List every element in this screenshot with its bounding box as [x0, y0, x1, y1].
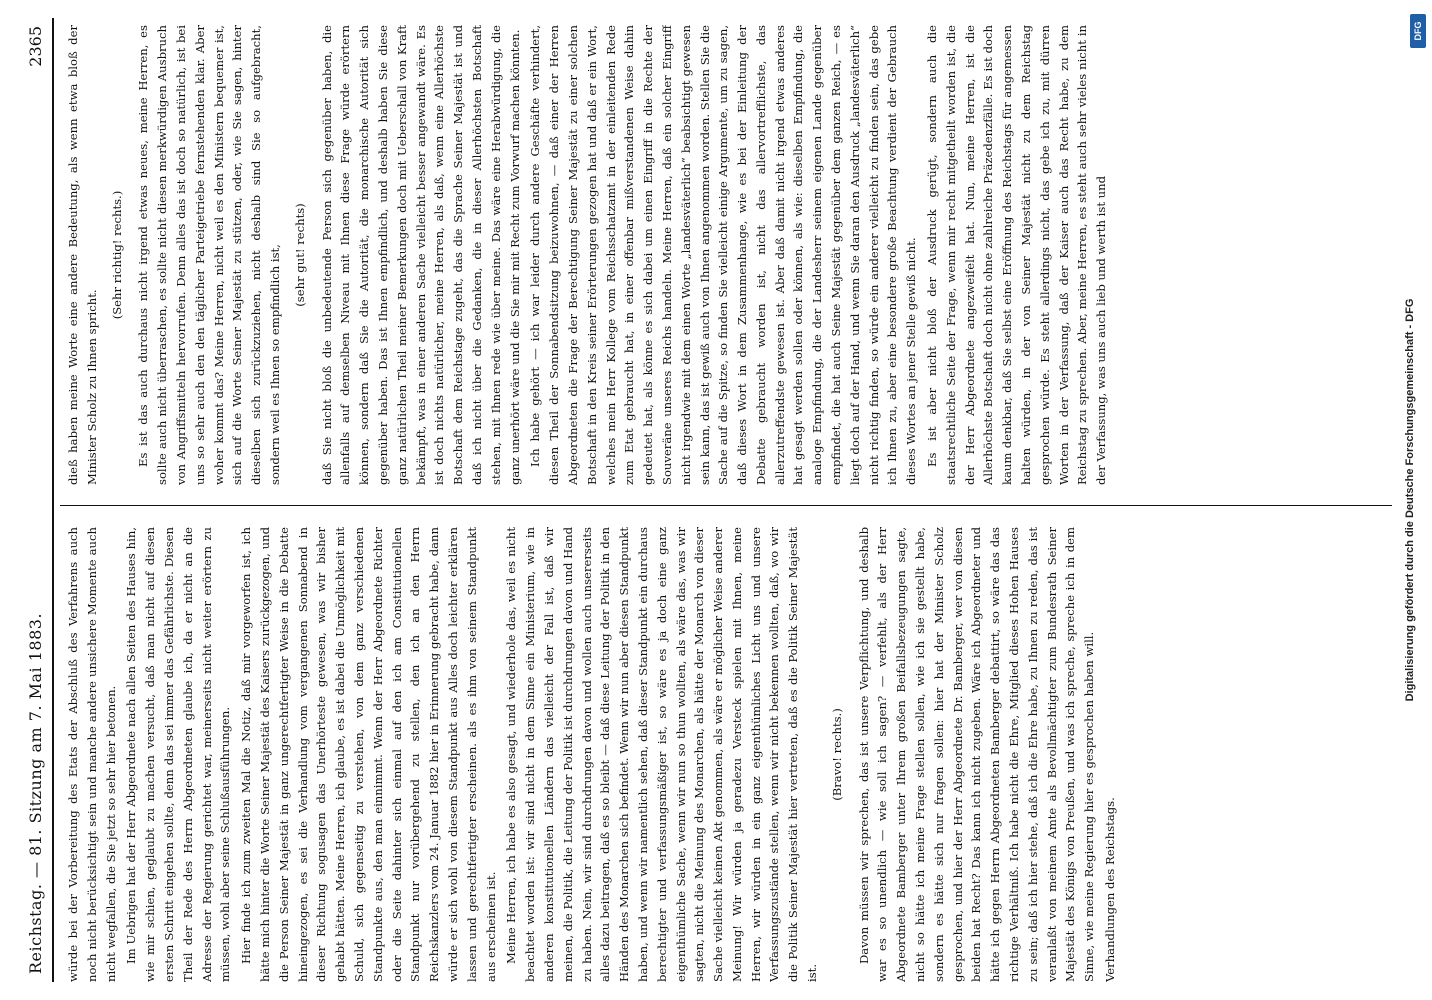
left-column — [64, 527, 1392, 982]
dfg-logo-text: DFG — [1413, 21, 1423, 41]
header-title: Reichstag. — 81. Sitzung am 7. Mai 1883. — [26, 612, 45, 974]
paragraph: Ich habe gehört — ich war leider durch andere Geschäfte verhindert, diesen Theil der Sonnabendsitzung beizuwohnen, — daß einer der Herren Abgeordneten die Frage der Berechtigung Seiner Majestät zu einer solchen Botschaft in den Kreis seiner Erörterungen gezogen hat und daß er ein Wort, welches mein Herr Kollege vom Reichsschatzamt in der einleitenden Rede zum Etat gebraucht hat, in einer offenbar mißverstandenen Weise dahin gedeutet hat, als könne es sich dabei um einen Eingriff in die Rechte der Souveräne unseres Reichs handeln. Meine Herren, daß ein solcher Eingriff nicht irgendwie mit dem einen Worte „landesväterlich“ beabsichtigt gewesen sein kann, das ist gewiß auch von Ihnen angenommen worden. Stellen Sie die Sache auf die Spitze, so finden Sie vielleicht einige Argumente, um zu sagen, daß dieses Wort in dem Zusammenhange, wie es bei der Einleitung der Debatte gebraucht worden ist, nicht das allervortrefflichste, das allerzutreffendste gewesen ist. Aber daß damit nicht irgend etwas anderes hat gesagt werden sollen oder können, als wie: dieselben Empfindung, die analoge Empfindung, die der Landesherr seinem eigenen Lande gegenüber empfindet, die hat auch Seine Majestät gegenüber dem ganzen Reich, — es liegt doch auf der Hand, und wenn Sie daran den Ausdruck „landesväterlich“ nicht richtig finden, so würde ein anderer vielleicht zu finden sein, das gebe ich Ihnen zu, aber eine besondere große Beachtung verdient der Gebrauch dieses Wortes an jener Stelle gewiß nicht. — [528, 25, 919, 485]
paragraph: würde bei der Vorbereitung des Etats der Abschluß des Verfahrens auch noch nicht berücksichtigt sein und manche andere unsichere Momente auch nicht wegfallen, die Sie jetzt so sehr hier betonen. — [66, 527, 118, 982]
column-divider — [60, 505, 1392, 506]
page-number: 2365 — [26, 26, 45, 67]
digitization-credit — [1395, 0, 1425, 1000]
paragraph: daß Sie nicht bloß die unbedeutende Person sich gegenüber haben, die allenfalls auf demselben Niveau mit Ihnen diese Frage würde erörtern können, sondern daß Sie die Autorität, die monarchische Autorität sich gegenüber haben. Das ist Ihnen empfindlich, und deshalb haben Sie diese ganz natürlichen Theil meiner Bemerkungen doch mit Ueberschall von Kraft bekämpft, was in einer anderen Sache vielleicht besser angewandt wäre. Es ist doch nichts natürlicher, meine Herren, als daß, wenn eine Allerhöchste Botschaft dem Reichstage zugeht, das die Sprache Seiner Majestät ist und daß ich nicht über die Gedanken, die in dieser Allerhöchsten Botschaft stehen, mit Ihnen rede wie über meine. Das wäre eine Herabwürdigung, die ganz unerhört wäre und die Sie mir mit Recht zum Vorwurf machen könnten. — [319, 25, 522, 485]
paragraph: Davon müssen wir sprechen, das ist unsere Verpflichtung, und deshalb war es so unendlich — wie soll ich sagen? — verfehlt, als der Herr Abgeordnete Bamberger unter Ihrem großen Beifallsbezeugungen sagte, nicht so hätte ich meine Frage stellen sollen, wie ich sie gestellt habe, sondern es hätte sich nur fragen sollen: hier hat der Minister Scholz gesprochen, und hier der Herr Abgeordnete Dr. Bamberger, wer von diesen beiden hat Recht? Das kann ich nicht zugeben. Wäre ich Abgeordneter und hätte ich gegen Herrn Abgeordneten Bamberger debattirt, so wäre das das richtige Verhältniß. Ich habe nicht die Ehre, Mitglied dieses Hohen Hauses zu sein; daß ich hier stehe, daß ich die Ehre habe, zu Ihnen zu reden, das ist veranlaßt von meinem Amte als Bevollmächtigter zum Bundesrath Seiner Majestät des Königs von Preußen, und was ich spreche, spreche ich in dem Sinne, wie meine Regierung hier es gesprochen haben will. — [856, 527, 1097, 982]
footer-note: Verhandlungen des Reichstags. — [1103, 797, 1118, 982]
credit-text: Digitalisierung gefördert durch die Deutsche Forschungsgemeinschaft - DFG — [1404, 298, 1416, 702]
paragraph: Meine Herren, ich habe es also gesagt, und wiederhole das, weil es nicht beachtet worden ist: wir sind nicht in dem Sinne ein Ministerium, wie in anderen konstitutionellen Ländern das vielleicht der Fall ist, daß wir meinen, die Politik, die Leitung der Politik ist durchdrungen davon und Hand zu haben. Nein, wir sind durchdrungen davon und wollen auch unsererseits alles dazu beitragen, daß es so bleibt — daß diese Leitung der Politik in den Händen des Monarchen sich befindet. Wenn wir nun aber diesen Standpunkt haben, und wenn wir namentlich sehen, daß dieser Standpunkt ein durchaus berechtigter und verfassungsmäßiger ist, so wäre es ja doch eine ganz eigenthümliche Sache, wenn wir nun so thun wollten, als wäre das, was wir sagten, nicht die Meinung des Monarchen, als hätte der Monarch von dieser Sache vielleicht keinen Akt genommen, als wäre er möglicher Weise anderer Meinung! Wir würden ja geradezu Versteck spielen mit Ihnen, meine Herren, wir würden in ein ganz eigenthümliches Licht uns und unsere Verfassungszustände stellen, wenn wir nicht bekennen wollten, daß, wo wir die Politik Seiner Majestät hier vertreten, daß es die Politik Seiner Majestät ist. — [504, 527, 820, 982]
paragraph: Es ist aber nicht bloß der Ausdruck gerügt, sondern auch die staatsrechtliche Seite der Frage, wenn mir recht mitgetheilt worden ist, die der Herr Abgeordnete angezweifelt hat. Nun, meine Herren, ist die Allerhöchste Botschaft doch nicht ohne zahlreiche Präzedenzfälle. Es ist doch kaum denkbar, daß Sie selbst eine Eröffnung des Reichstags für angemessen halten würden, in der von Seiner Majestät nicht zu dem Reichstag gesprochen würde. Es steht allerdings nicht, das gebe ich zu, mit dürren Worten in der Verfassung, daß der Kaiser auch das Recht habe, zu dem Reichstag zu sprechen. Aber, meine Herren, es steht auch sehr vieles nicht in der Verfassung, was uns auch lieb und werth ist und — [925, 25, 1109, 485]
paragraph: Es ist das auch durchaus nicht irgend etwas neues, meine Herren, es sollte auch nicht überraschen, es sollte nicht diesen merkwürdigen Ausbruch von Angriffsmitteln hervorrufen. Denn alles das ist doch so natürlich, ist bei uns so sehr auch den den täglicher Parteigetriebe fernstehenden klar. Aber woher kommt das? Meine Herren, nicht weil es den Ministern bequemer ist, sich auf die Worte Seiner Majestät zu stützen, oder, wie Sie sagen, hinter dieselben sich zurückzuziehen, nicht deshalb sind Sie so aufgebracht, sondern weil es Ihnen so empfindlich ist, — [136, 25, 282, 485]
interjection: (sehr gut! rechts) — [292, 203, 307, 307]
paragraph: dieß haben meine Worte eine andere Bedeutung, als wenn etwa bloß der Minister Scholz zu Ihnen spricht. — [66, 25, 99, 485]
right-column — [64, 25, 1392, 485]
paragraph: Hier finde ich zum zweiten Mal die Notiz, daß mir vorgeworfen ist, ich hätte mich hinter die Worte Seiner Majestät des Kaisers zurückgezogen, und die Person Seiner Majestät in ganz ungerechtfertigter Weise in die Debatte hineingezogen, es sei die Verhandlung vom vergangenen Sonnabend in dieser Richtung sogusagen das Unerhörteste gewesen, was wir bisher gehabt hätten. Meine Herren, ich glaube, es ist dabei die Unmöglichkeit mit Schuld, sich gegenseitig zu verstehen, von dem ganz verschiedenen Standpunkte aus, den man einnimmt. Wenn der Herr Abgeordnete Richter oder die Seite dahinter sich einmal auf den ich am Constitutionellen Standpunkt nur vorübergehend zu stellen, den ich an den Herrn Reichskanzlers vom 24. Januar 1882 hier in Erinnerung gebracht habe, dann würde er sich wohl von diesem Standpunkt aus Alles doch leichter erklären lassen und gerechtfertigter erscheinen. als es ihm von seinem Standpunkt aus erscheinen ist. — [239, 527, 498, 982]
interjection: (Sehr richtig! rechts.) — [109, 190, 124, 320]
interjection: (Bravo! rechts.) — [829, 708, 844, 801]
page-header — [22, 18, 54, 982]
paragraph: Im Uebrigen hat der Herr Abgeordnete nach allen Seiten des Hauses hin, wie mir schien, geglaubt zu machen versucht, daß man nicht auf diesen ersten Schritt eingehen sollte, denn das sei immer das Gefährlichste. Diesen Theil der Rede des Herrn Abgeordneten glaube ich, da er nicht an die Adresse der Regierung gerichtet war, meinerseits nicht weiter erörtern zu müssen, wohl aber seine Schlußausführungen. — [124, 527, 233, 982]
dfg-logo — [1410, 14, 1426, 48]
